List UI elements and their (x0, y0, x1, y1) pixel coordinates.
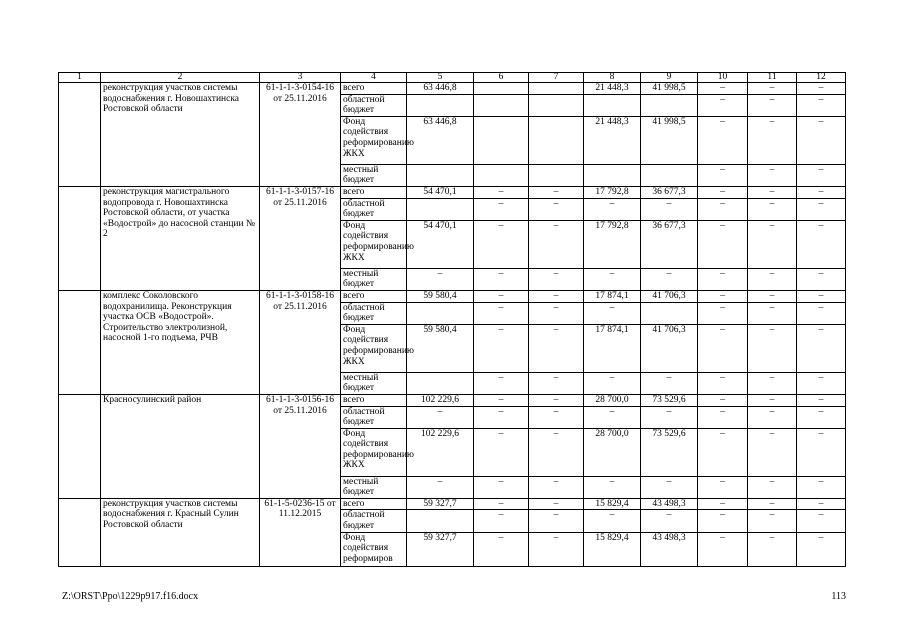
value-cell (474, 94, 529, 116)
value-cell: – (748, 302, 797, 324)
column-header: 12 (797, 73, 846, 83)
funding-source: всего (341, 83, 407, 95)
value-cell: 102 229,6 (407, 394, 474, 406)
value-cell: – (748, 428, 797, 476)
funding-source: областной бюджет (341, 302, 407, 324)
row-number-cell (59, 83, 101, 187)
value-cell: – (529, 290, 584, 302)
value-cell (641, 94, 698, 116)
value-cell: – (584, 476, 641, 498)
value-cell (529, 164, 584, 186)
value-cell: – (529, 324, 584, 372)
funding-source: Фонд содействия реформированию ЖКХ (341, 428, 407, 476)
value-cell: – (584, 372, 641, 394)
funding-source: областной бюджет (341, 510, 407, 532)
value-cell: – (474, 290, 529, 302)
value-cell: – (748, 220, 797, 268)
value-cell: – (797, 372, 846, 394)
value-cell: – (748, 394, 797, 406)
footer-file-path: Z:\ORST\Ppo\1229p917.f16.docx (62, 591, 199, 602)
value-cell: 59 327,7 (407, 498, 474, 510)
value-cell: – (641, 372, 698, 394)
value-cell: – (698, 116, 748, 164)
value-cell: 63 446,8 (407, 116, 474, 164)
value-cell: – (529, 394, 584, 406)
column-header: 11 (748, 73, 797, 83)
funding-source: всего (341, 498, 407, 510)
value-cell (584, 94, 641, 116)
value-cell: – (584, 510, 641, 532)
value-cell: – (641, 268, 698, 290)
value-cell: 15 829,4 (584, 532, 641, 566)
value-cell (474, 116, 529, 164)
value-cell: 54 470,1 (407, 220, 474, 268)
value-cell: 59 580,4 (407, 324, 474, 372)
value-cell (407, 164, 474, 186)
value-cell: – (529, 498, 584, 510)
value-cell: – (474, 372, 529, 394)
value-cell: – (797, 268, 846, 290)
value-cell: – (748, 83, 797, 95)
value-cell: – (529, 406, 584, 428)
object-code: 61-1-1-3-0156-16 от 25.11.2016 (260, 394, 341, 498)
row-number-cell (59, 290, 101, 394)
value-cell: 54 470,1 (407, 186, 474, 198)
value-cell: – (698, 428, 748, 476)
value-cell (584, 164, 641, 186)
value-cell: – (474, 406, 529, 428)
table-row (59, 290, 846, 302)
value-cell: – (641, 198, 698, 220)
value-cell: – (797, 406, 846, 428)
value-cell: – (748, 372, 797, 394)
value-cell: – (474, 268, 529, 290)
column-header: 10 (698, 73, 748, 83)
value-cell: – (641, 476, 698, 498)
value-cell: – (797, 302, 846, 324)
funding-source: местный бюджет (341, 372, 407, 394)
value-cell: – (797, 94, 846, 116)
row-number-cell (59, 394, 101, 498)
value-cell: 41 706,3 (641, 290, 698, 302)
object-code: 61-1-1-3-0158-16 от 25.11.2016 (260, 290, 341, 394)
row-number-cell (59, 498, 101, 566)
value-cell (407, 372, 474, 394)
funding-source: Фонд содействия реформиров (341, 532, 407, 566)
object-description: реконструкция магистрального водопровода г. Новошахтинска Ростовской области, от участка «Водострой» до насосной станции № 2 (101, 186, 260, 290)
value-cell: – (407, 476, 474, 498)
value-cell: – (529, 428, 584, 476)
value-cell: – (584, 198, 641, 220)
value-cell: – (748, 116, 797, 164)
value-cell: – (797, 186, 846, 198)
table-row (59, 83, 846, 95)
funding-source: областной бюджет (341, 406, 407, 428)
object-description: реконструкция участков системы водоснабжения г. Новошахтинска Ростовской области (101, 83, 260, 187)
value-cell: – (748, 532, 797, 566)
value-cell: – (748, 406, 797, 428)
value-cell: – (748, 268, 797, 290)
value-cell: – (407, 268, 474, 290)
value-cell: – (529, 302, 584, 324)
value-cell: – (797, 428, 846, 476)
value-cell: – (797, 532, 846, 566)
value-cell: – (797, 164, 846, 186)
object-description: комплекс Соколовского водохранилища. Реконструкция участка ОСВ «Водострой». Строительство электролизной, насосной 1-го подъема, РЧВ (101, 290, 260, 394)
value-cell: – (474, 498, 529, 510)
value-cell: – (797, 83, 846, 95)
value-cell: – (698, 498, 748, 510)
value-cell: – (584, 268, 641, 290)
object-code: 61-1-1-3-0157-16 от 25.11.2016 (260, 186, 341, 290)
value-cell: – (698, 372, 748, 394)
value-cell: – (698, 394, 748, 406)
table-row (59, 186, 846, 198)
value-cell: – (748, 198, 797, 220)
column-header: 5 (407, 73, 474, 83)
value-cell: – (474, 532, 529, 566)
value-cell: – (474, 186, 529, 198)
value-cell: – (529, 510, 584, 532)
value-cell: – (641, 510, 698, 532)
column-header: 1 (59, 73, 101, 83)
value-cell: 41 998,5 (641, 83, 698, 95)
value-cell: 15 829,4 (584, 498, 641, 510)
value-cell (474, 164, 529, 186)
value-cell: 59 327,7 (407, 532, 474, 566)
value-cell: – (698, 220, 748, 268)
footer-page-number: 113 (831, 591, 846, 602)
value-cell: 28 700,0 (584, 428, 641, 476)
value-cell: 17 874,1 (584, 324, 641, 372)
value-cell: – (698, 83, 748, 95)
value-cell: – (797, 290, 846, 302)
value-cell: – (529, 186, 584, 198)
header-row (59, 73, 846, 83)
funding-source: местный бюджет (341, 164, 407, 186)
funding-source: Фонд содействия реформированию ЖКХ (341, 116, 407, 164)
column-header: 9 (641, 73, 698, 83)
value-cell: – (797, 220, 846, 268)
funding-source: Фонд содействия реформированию ЖКХ (341, 324, 407, 372)
value-cell: 21 448,3 (584, 83, 641, 95)
value-cell: 73 529,6 (641, 428, 698, 476)
value-cell: 102 229,6 (407, 428, 474, 476)
table-row (59, 498, 846, 510)
value-cell: 28 700,0 (584, 394, 641, 406)
value-cell: – (797, 324, 846, 372)
value-cell: 41 706,3 (641, 324, 698, 372)
value-cell: – (797, 498, 846, 510)
value-cell: – (584, 302, 641, 324)
value-cell: 21 448,3 (584, 116, 641, 164)
value-cell: – (797, 116, 846, 164)
value-cell: – (529, 268, 584, 290)
value-cell: 43 498,3 (641, 498, 698, 510)
funding-source: Фонд содействия реформированию ЖКХ (341, 220, 407, 268)
funding-source: всего (341, 290, 407, 302)
value-cell: – (474, 220, 529, 268)
value-cell: – (407, 406, 474, 428)
value-cell: – (641, 406, 698, 428)
object-description: Красносулинский район (101, 394, 260, 498)
value-cell: 59 580,4 (407, 290, 474, 302)
funding-source: местный бюджет (341, 476, 407, 498)
value-cell: – (529, 220, 584, 268)
value-cell: – (474, 428, 529, 476)
value-cell: – (698, 186, 748, 198)
value-cell (529, 116, 584, 164)
column-header: 8 (584, 73, 641, 83)
value-cell: – (698, 532, 748, 566)
value-cell: 36 677,3 (641, 186, 698, 198)
row-number-cell (59, 186, 101, 290)
value-cell: – (698, 164, 748, 186)
value-cell: – (529, 372, 584, 394)
value-cell: – (698, 290, 748, 302)
value-cell: – (474, 198, 529, 220)
value-cell: – (698, 302, 748, 324)
value-cell: – (698, 198, 748, 220)
value-cell (641, 302, 698, 324)
value-cell (529, 83, 584, 95)
value-cell: – (529, 198, 584, 220)
value-cell: 17 792,8 (584, 220, 641, 268)
value-cell: – (529, 532, 584, 566)
value-cell: – (748, 324, 797, 372)
value-cell: – (748, 498, 797, 510)
value-cell: – (698, 324, 748, 372)
value-cell: 63 446,8 (407, 83, 474, 95)
value-cell: 43 498,3 (641, 532, 698, 566)
value-cell: – (474, 510, 529, 532)
value-cell: 17 874,1 (584, 290, 641, 302)
funding-source: местный бюджет (341, 268, 407, 290)
value-cell: – (698, 268, 748, 290)
value-cell (474, 83, 529, 95)
value-cell (407, 510, 474, 532)
table-row (59, 394, 846, 406)
value-cell: – (748, 94, 797, 116)
value-cell: – (748, 186, 797, 198)
value-cell (529, 94, 584, 116)
value-cell: – (797, 198, 846, 220)
value-cell: – (797, 510, 846, 532)
value-cell (407, 94, 474, 116)
column-header: 3 (260, 73, 341, 83)
funding-source: всего (341, 186, 407, 198)
value-cell: – (797, 394, 846, 406)
value-cell: – (698, 94, 748, 116)
value-cell: – (748, 476, 797, 498)
budget-table (58, 72, 846, 567)
value-cell (407, 302, 474, 324)
value-cell: – (797, 476, 846, 498)
value-cell (407, 198, 474, 220)
column-header: 4 (341, 73, 407, 83)
column-header: 2 (101, 73, 260, 83)
object-description: реконструкция участков системы водоснабжения г. Красный Сулин Ростовской области (101, 498, 260, 566)
value-cell: – (698, 476, 748, 498)
value-cell: – (698, 406, 748, 428)
value-cell: – (748, 510, 797, 532)
column-header: 7 (529, 73, 584, 83)
value-cell: – (584, 406, 641, 428)
table-body (59, 83, 846, 567)
value-cell: – (474, 476, 529, 498)
value-cell: 17 792,8 (584, 186, 641, 198)
value-cell: 41 998,5 (641, 116, 698, 164)
value-cell: 73 529,6 (641, 394, 698, 406)
column-header: 6 (474, 73, 529, 83)
funding-source: областной бюджет (341, 94, 407, 116)
value-cell: – (529, 476, 584, 498)
object-code: 61-1-5-0236-15 от 11.12.2015 (260, 498, 341, 566)
value-cell: 36 677,3 (641, 220, 698, 268)
value-cell: – (474, 324, 529, 372)
value-cell: – (748, 164, 797, 186)
value-cell: – (474, 394, 529, 406)
funding-source: областной бюджет (341, 198, 407, 220)
value-cell (641, 164, 698, 186)
object-code: 61-1-1-3-0154-16 от 25.11.2016 (260, 83, 341, 187)
value-cell: – (474, 302, 529, 324)
value-cell: – (698, 510, 748, 532)
funding-source: всего (341, 394, 407, 406)
value-cell: – (748, 290, 797, 302)
